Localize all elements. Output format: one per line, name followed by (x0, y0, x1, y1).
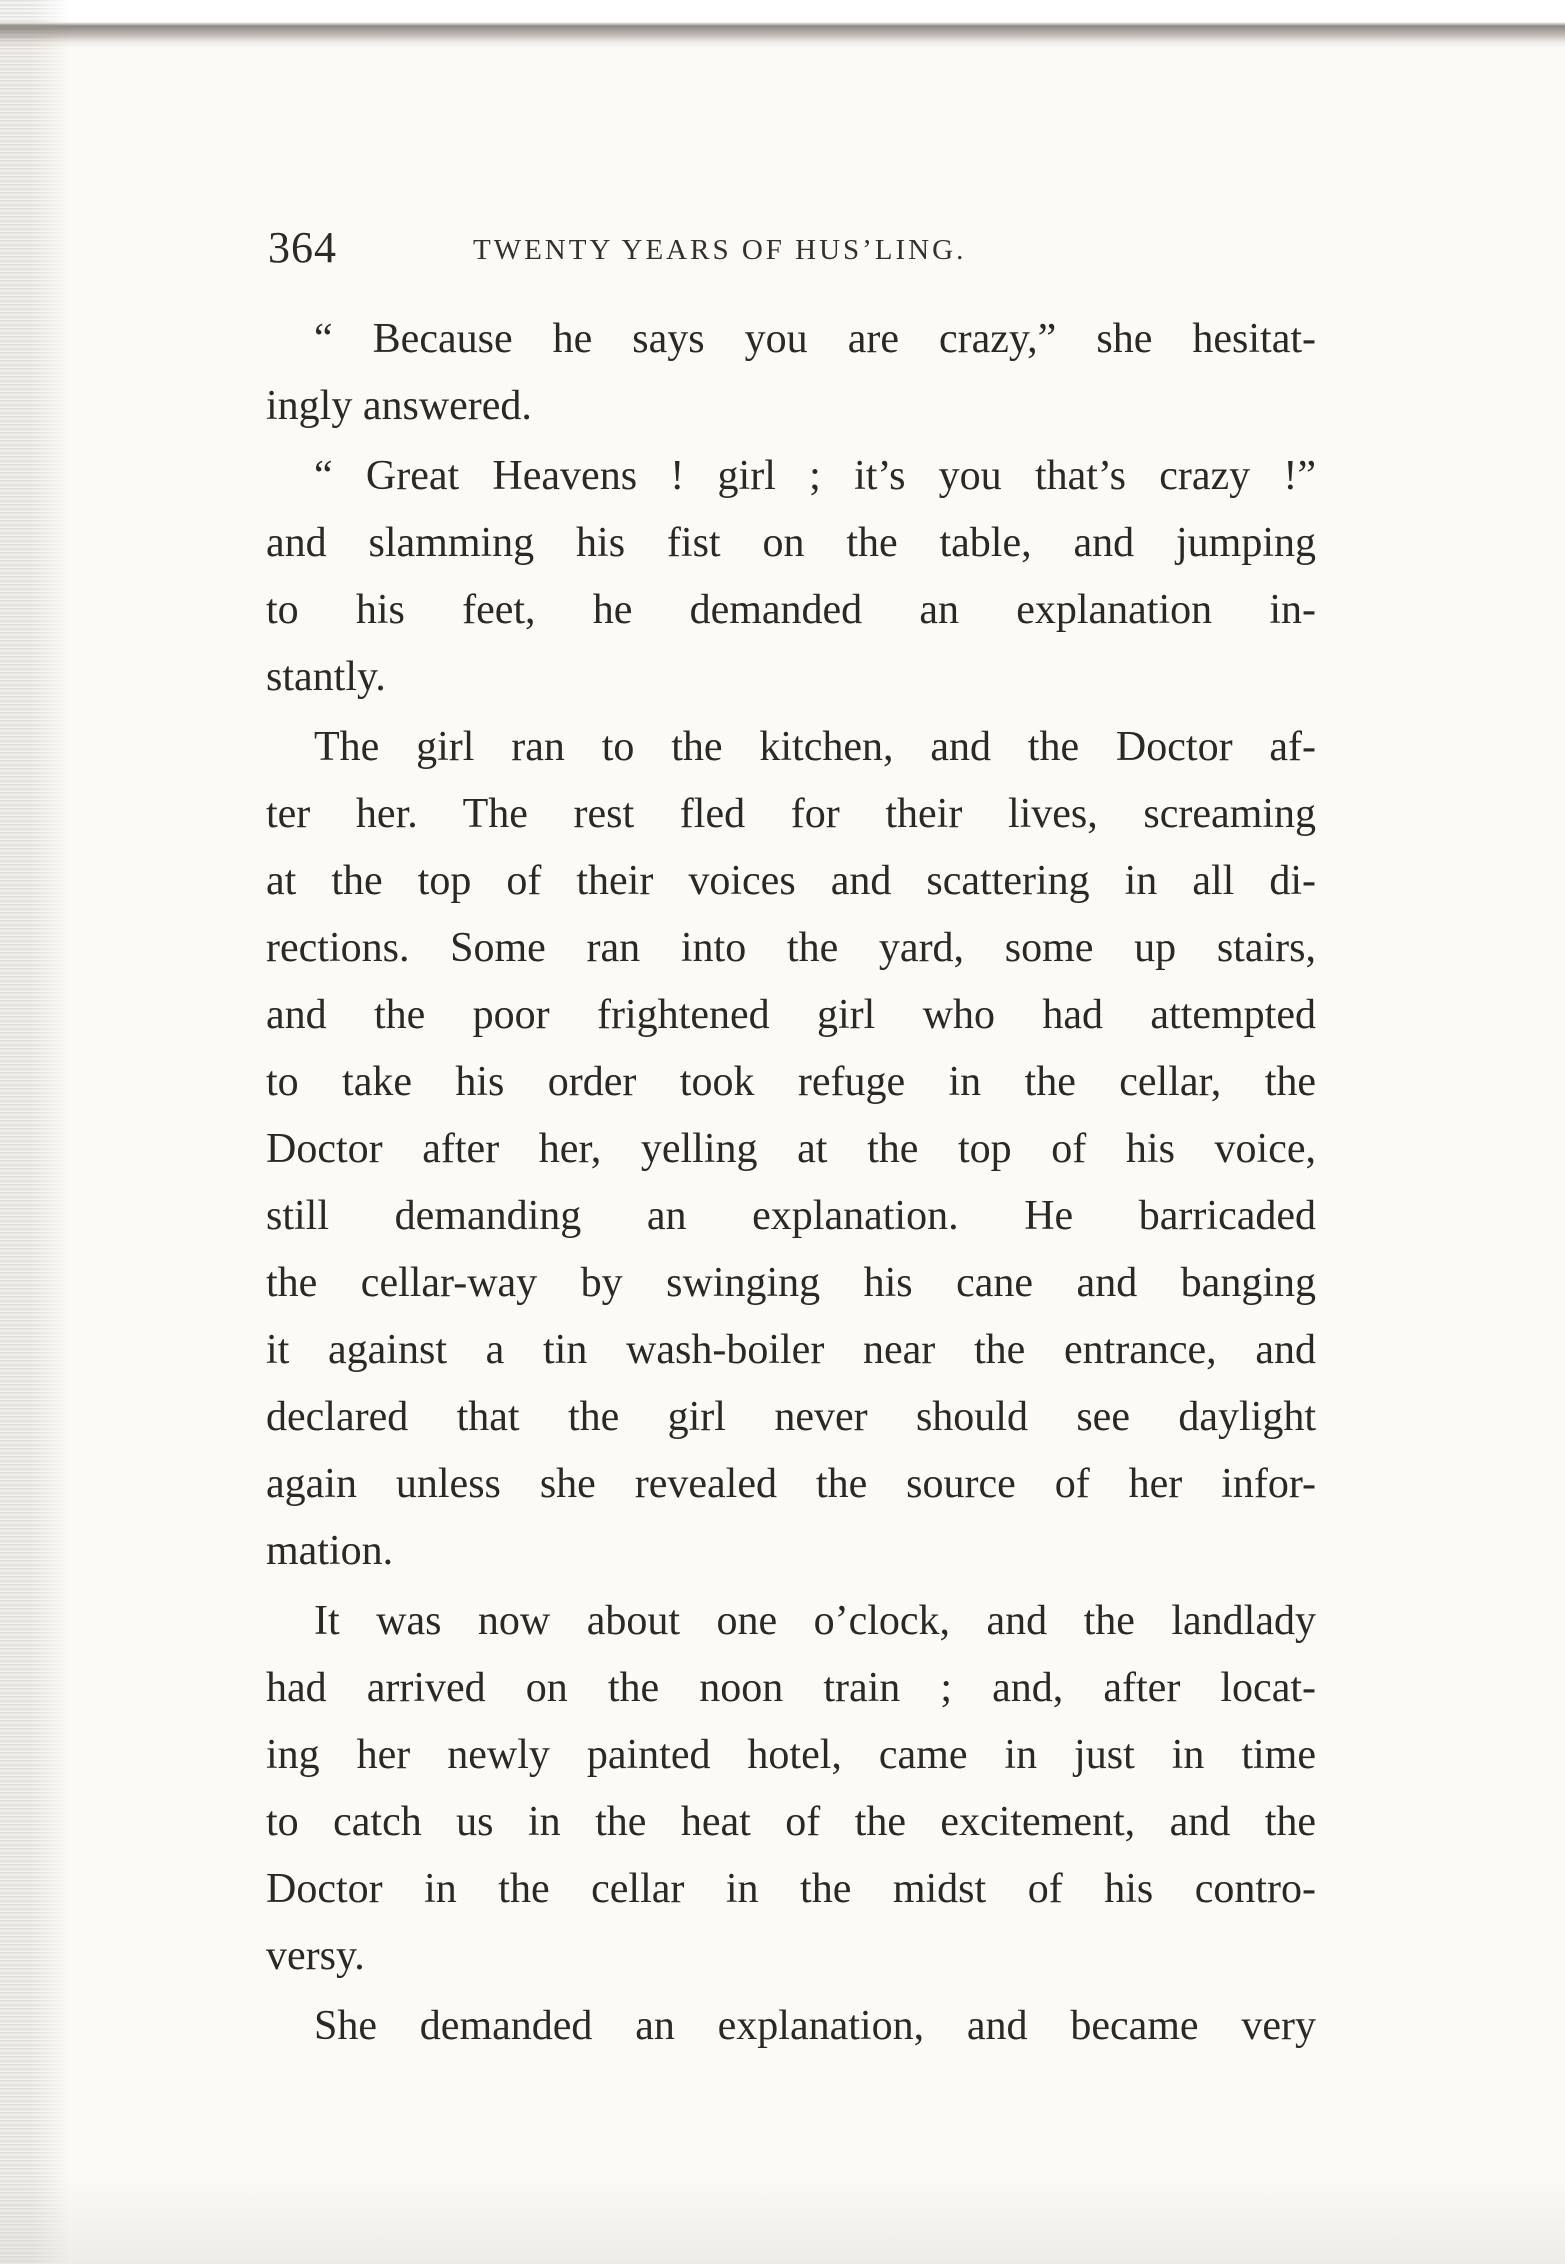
text-line: ter her. The rest fled for their lives, screaming (266, 791, 1316, 837)
text-line: stantly. (266, 654, 386, 700)
text-line: The girl ran to the kitchen, and the Doctor af- (314, 724, 1316, 770)
text-line: to take his order took refuge in the cellar, the (266, 1059, 1316, 1105)
scan-bottom-edge (0, 2174, 1565, 2264)
body-text (266, 306, 1316, 2060)
running-title: TWENTY YEARS OF HUS’LING. (473, 234, 967, 266)
text-line: again unless she revealed the source of her infor- (266, 1461, 1316, 1507)
page-number: 364 (268, 223, 337, 272)
text-line: to his feet, he demanded an explanation in- (266, 587, 1316, 633)
text-line: and the poor frightened girl who had attempted (266, 992, 1316, 1038)
text-line: at the top of their voices and scattering in all di- (266, 858, 1316, 904)
text-line: the cellar-way by swinging his cane and banging (266, 1260, 1316, 1306)
text-line: “ Because he says you are crazy,” she hesitat- (314, 316, 1316, 362)
text-line: still demanding an explanation. He barricaded (266, 1193, 1316, 1239)
text-line: Doctor in the cellar in the midst of his contro- (266, 1866, 1316, 1912)
text-line: had arrived on the noon train ; and, after locat- (266, 1665, 1316, 1711)
text-line: declared that the girl never should see daylight (266, 1394, 1316, 1440)
scan-left-edge (0, 0, 70, 2264)
text-line: ing her newly painted hotel, came in just in time (266, 1732, 1316, 1778)
scan-top-edge (0, 0, 1565, 48)
running-head (268, 222, 1318, 282)
text-line: “ Great Heavens ! girl ; it’s you that’s crazy !” (314, 453, 1316, 499)
text-line: ingly answered. (266, 383, 532, 429)
text-line: to catch us in the heat of the excitement, and the (266, 1799, 1316, 1845)
text-line: mation. (266, 1528, 394, 1574)
text-line: She demanded an explanation, and became very (314, 2003, 1316, 2049)
text-line: rections. Some ran into the yard, some up stairs, (266, 925, 1316, 971)
text-line: It was now about one o’clock, and the landlady (314, 1598, 1316, 1644)
text-line: it against a tin wash-boiler near the entrance, and (266, 1327, 1316, 1373)
text-line: versy. (266, 1933, 365, 1979)
text-line: and slamming his fist on the table, and jumping (266, 520, 1316, 566)
text-line: Doctor after her, yelling at the top of his voice, (266, 1126, 1316, 1172)
